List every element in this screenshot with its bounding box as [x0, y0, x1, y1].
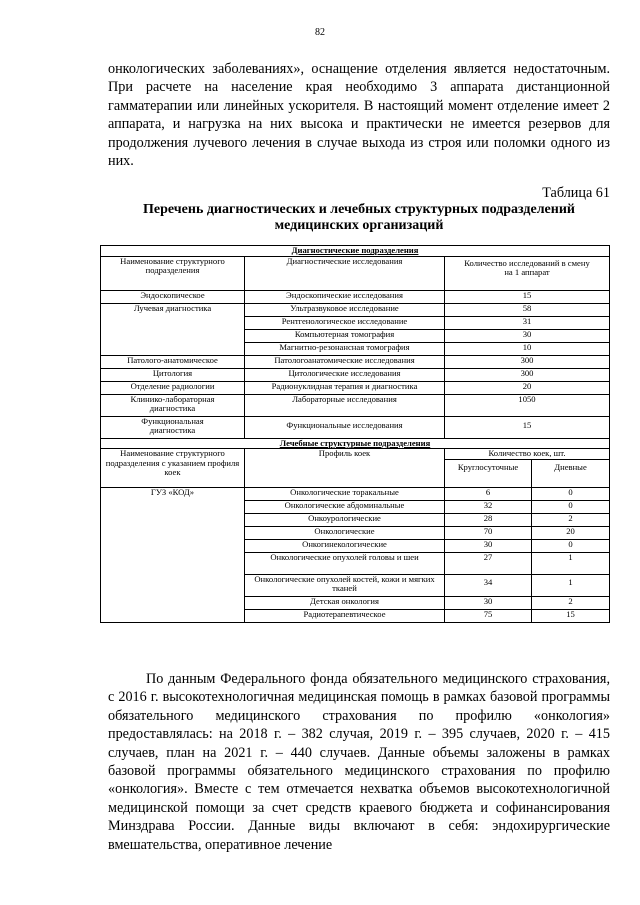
treatment-day: 20 [532, 526, 610, 539]
diagnostic-count: 30 [445, 329, 610, 342]
diagnostic-study: Компьютерная томография [245, 329, 445, 342]
treatment-round-clock: 30 [445, 539, 532, 552]
diagnostic-unit: Отделение радиологии [101, 381, 245, 394]
table-row [101, 381, 610, 394]
paragraph-top: онкологических заболеваниях», оснащение отделения является недостаточным. При расчете на население края необходимо 3 аппарата дистанционной гамматерапии или линейных ускорителя. В настоящий момент отделение имеет 2 аппарата, и нагрузка на них высока и практически не имеется резервов для продолжения лучевого лечения в случае выхода из строя или поломки одного из них. [108, 61, 610, 170]
table-row [101, 416, 610, 438]
treatment-header-round-clock: Круглосуточные [445, 459, 532, 487]
diagnostic-count: 20 [445, 381, 610, 394]
diagnostic-unit: Лучевая диагностика [101, 303, 245, 355]
treatment-header-day: Дневные [532, 459, 610, 487]
treatment-profile: Онкоурологические [245, 513, 445, 526]
treatment-header-unit: Наименование структурного подразделения с указанием профиля коек [101, 449, 245, 488]
diagnostic-study: Ультразвуковое исследование [245, 303, 445, 316]
treatment-round-clock: 32 [445, 500, 532, 513]
treatment-round-clock: 27 [445, 552, 532, 574]
treatment-day: 2 [532, 596, 610, 609]
treatment-round-clock: 34 [445, 574, 532, 596]
diagnostic-header-row [101, 256, 610, 290]
treatment-day: 0 [532, 487, 610, 500]
treatment-day: 0 [532, 500, 610, 513]
treatment-day: 0 [532, 539, 610, 552]
treatment-profile: Онкологические опухолей костей, кожи и мягких тканей [245, 574, 445, 596]
table-row [101, 355, 610, 368]
diagnostic-count: 15 [445, 416, 610, 438]
table-title: Перечень диагностических и лечебных структурных подразделений медицинских организаций [143, 202, 575, 233]
diagnostic-unit: Цитология [101, 368, 245, 381]
treatment-unit-name: ГУЗ «КОД» [101, 487, 245, 622]
treatment-round-clock: 75 [445, 609, 532, 622]
treatment-header-beds: Количество коек, шт. [445, 449, 610, 460]
structural-units-table [100, 245, 610, 623]
treatment-section-title: Лечебные структурные подразделения [101, 438, 610, 449]
diagnostic-section-title: Диагностические подразделения [101, 246, 610, 257]
diagnostic-count: 10 [445, 342, 610, 355]
diagnostic-unit: Эндоскопическое [101, 290, 245, 303]
table-row [101, 394, 610, 416]
treatment-round-clock: 28 [445, 513, 532, 526]
diagnostic-count: 31 [445, 316, 610, 329]
diagnostic-count: 58 [445, 303, 610, 316]
table-row [101, 368, 610, 381]
treatment-day: 2 [532, 513, 610, 526]
treatment-round-clock: 30 [445, 596, 532, 609]
treatment-section-row [101, 438, 610, 449]
diagnostic-section-row [101, 246, 610, 257]
diagnostic-unit: Функциональная диагностика [101, 416, 245, 438]
treatment-header-profile: Профиль коек [245, 449, 445, 488]
paragraph-bottom: По данным Федерального фонда обязательного медицинского страхования, с 2016 г. высокотехнологичная медицинская помощь в рамках базовой программы обязательного медицинского страхования по профилю «онкология» предоставлялась: на 2018 г. – 382 случая, 2019 г. – 395 случаев, 2020 г. – 415 случаев, план на 2021 г. – 440 случаев. Данные объемы заложены в рамках базовой программы обязательного медицинского страхования по профилю «онкология». Вместе с тем отмечается нехватка объемов высокотехнологичной медицинской помощи за счет средств краевого бюджета и софинансирования Минздрава России. Данные виды включают в себя: эндохирургические вмешательства, оперативное лечение [108, 671, 610, 853]
table-caption: Таблица 61 [542, 185, 610, 201]
diagnostic-unit: Патолого-анатомическое [101, 355, 245, 368]
diagnostic-count: 1050 [445, 394, 610, 416]
diagnostic-study: Лабораторные исследования [245, 394, 445, 416]
page-number: 82 [315, 27, 325, 38]
treatment-day: 1 [532, 552, 610, 574]
diagnostic-study: Радионуклидная терапия и диагностика [245, 381, 445, 394]
diagnostic-study: Функциональные исследования [245, 416, 445, 438]
treatment-profile: Онкогинекологические [245, 539, 445, 552]
diagnostic-study: Рентгенологическое исследование [245, 316, 445, 329]
diagnostic-header-unit: Наименование структурного подразделения [101, 256, 245, 290]
diagnostic-count: 300 [445, 368, 610, 381]
treatment-profile: Онкологические опухолей головы и шеи [245, 552, 445, 574]
treatment-round-clock: 70 [445, 526, 532, 539]
diagnostic-study: Эндоскопические исследования [245, 290, 445, 303]
table-row [101, 290, 610, 303]
table-row [101, 487, 610, 500]
treatment-round-clock: 6 [445, 487, 532, 500]
treatment-profile: Радиотерапевтическое [245, 609, 445, 622]
table-row [101, 303, 610, 316]
treatment-profile: Онкологические торакальные [245, 487, 445, 500]
treatment-header-row [101, 449, 610, 460]
diagnostic-header-count: Количество исследований в смену на 1 аппарат [445, 256, 610, 290]
treatment-profile: Детская онкология [245, 596, 445, 609]
diagnostic-unit: Клинико-лабораторная диагностика [101, 394, 245, 416]
treatment-profile: Онкологические абдоминальные [245, 500, 445, 513]
diagnostic-study: Магнитно-резонансная томография [245, 342, 445, 355]
diagnostic-study: Патологоанатомические исследования [245, 355, 445, 368]
treatment-profile: Онкологические [245, 526, 445, 539]
diagnostic-header-study: Диагностические исследования [245, 256, 445, 290]
diagnostic-count: 300 [445, 355, 610, 368]
diagnostic-study: Цитологические исследования [245, 368, 445, 381]
treatment-day: 15 [532, 609, 610, 622]
treatment-day: 1 [532, 574, 610, 596]
diagnostic-count: 15 [445, 290, 610, 303]
